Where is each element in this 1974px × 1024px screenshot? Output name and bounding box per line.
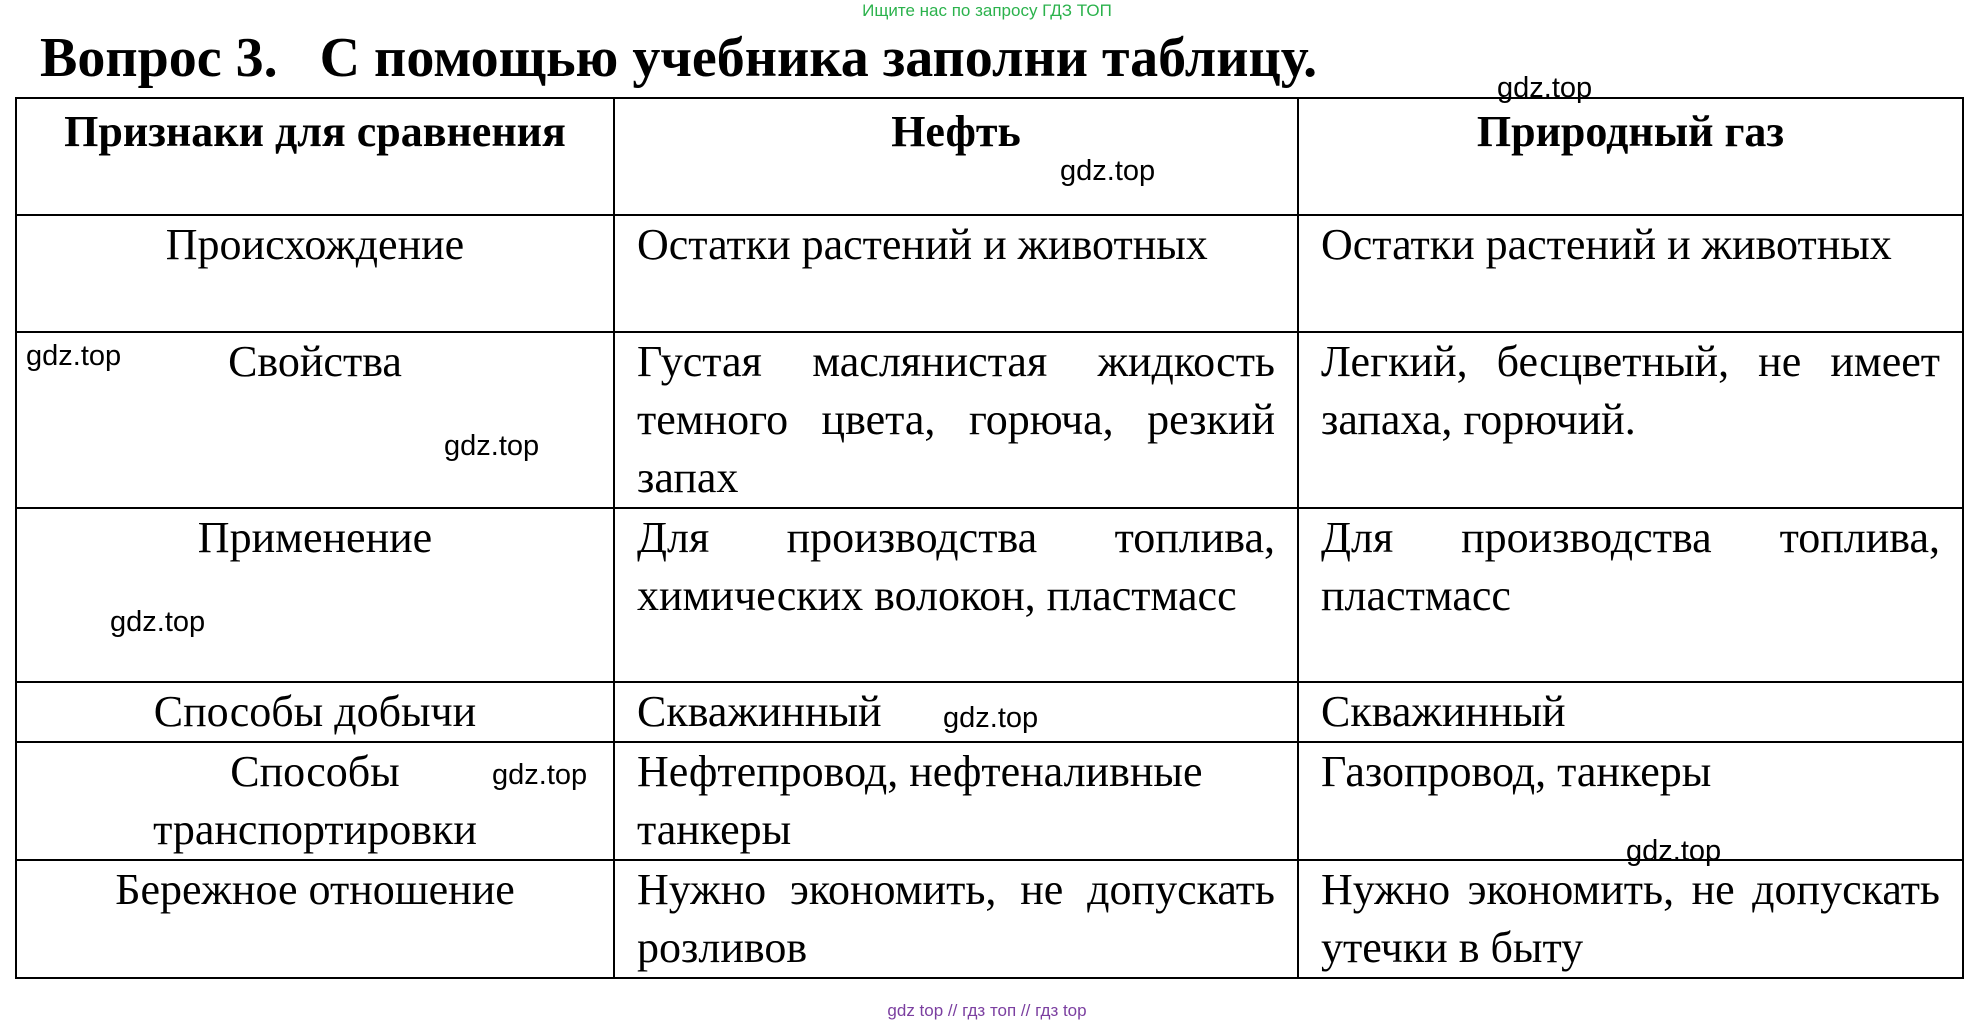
watermark: gdz.top (943, 702, 1039, 734)
watermark: gdz.top (1060, 155, 1156, 187)
oil-cell: Скважинный (614, 682, 1298, 742)
gas-cell: Нужно экономить, не допускать утечки в быту (1298, 860, 1963, 978)
watermark: gdz.top (444, 430, 540, 462)
table-header-row (16, 98, 1963, 215)
table-row (16, 860, 1963, 978)
header-gas: Природный газ (1298, 98, 1963, 215)
watermark: gdz.top (1626, 835, 1722, 867)
watermark: gdz.top (110, 606, 206, 638)
oil-cell: Нефтепровод, нефтеналивные танкеры (614, 742, 1298, 860)
gas-cell: Легкий, бесцветный, не имеет запаха, горючий. (1298, 332, 1963, 508)
header-oil: Нефть (614, 98, 1298, 215)
table-row (16, 508, 1963, 682)
watermark: gdz.top (26, 340, 122, 372)
header-features: Признаки для сравнения (16, 98, 614, 215)
table-row (16, 215, 1963, 332)
feature-cell: Способы транспортировки (16, 742, 614, 860)
top-banner-link[interactable]: Ищите нас по запросу ГДЗ ТОП (862, 1, 1112, 20)
feature-cell: Способы добычи (16, 682, 614, 742)
feature-cell: Применение (16, 508, 614, 682)
watermark: gdz.top (492, 759, 588, 791)
gas-cell: Для производства топлива, пластмасс (1298, 508, 1963, 682)
oil-cell: Для производства топлива, химических волокон, пластмасс (614, 508, 1298, 682)
feature-cell: Бережное отношение (16, 860, 614, 978)
feature-cell: Происхождение (16, 215, 614, 332)
watermark: gdz.top (1497, 72, 1593, 104)
page-title: Вопрос 3. С помощью учебника заполни таблицу. (40, 27, 1318, 89)
gas-cell: Остатки растений и животных (1298, 215, 1963, 332)
gas-cell: Скважинный (1298, 682, 1963, 742)
oil-cell: Густая маслянистая жидкость темного цвета, горюча, резкий запах (614, 332, 1298, 508)
gas-cell: Газопровод, танкеры (1298, 742, 1963, 860)
table-row (16, 332, 1963, 508)
oil-cell: Остатки растений и животных (614, 215, 1298, 332)
feature-cell: Свойства (16, 332, 614, 508)
bottom-banner-link[interactable]: gdz top // гдз топ // гдз top (887, 1001, 1087, 1020)
oil-cell: Нужно экономить, не допускать розливов (614, 860, 1298, 978)
